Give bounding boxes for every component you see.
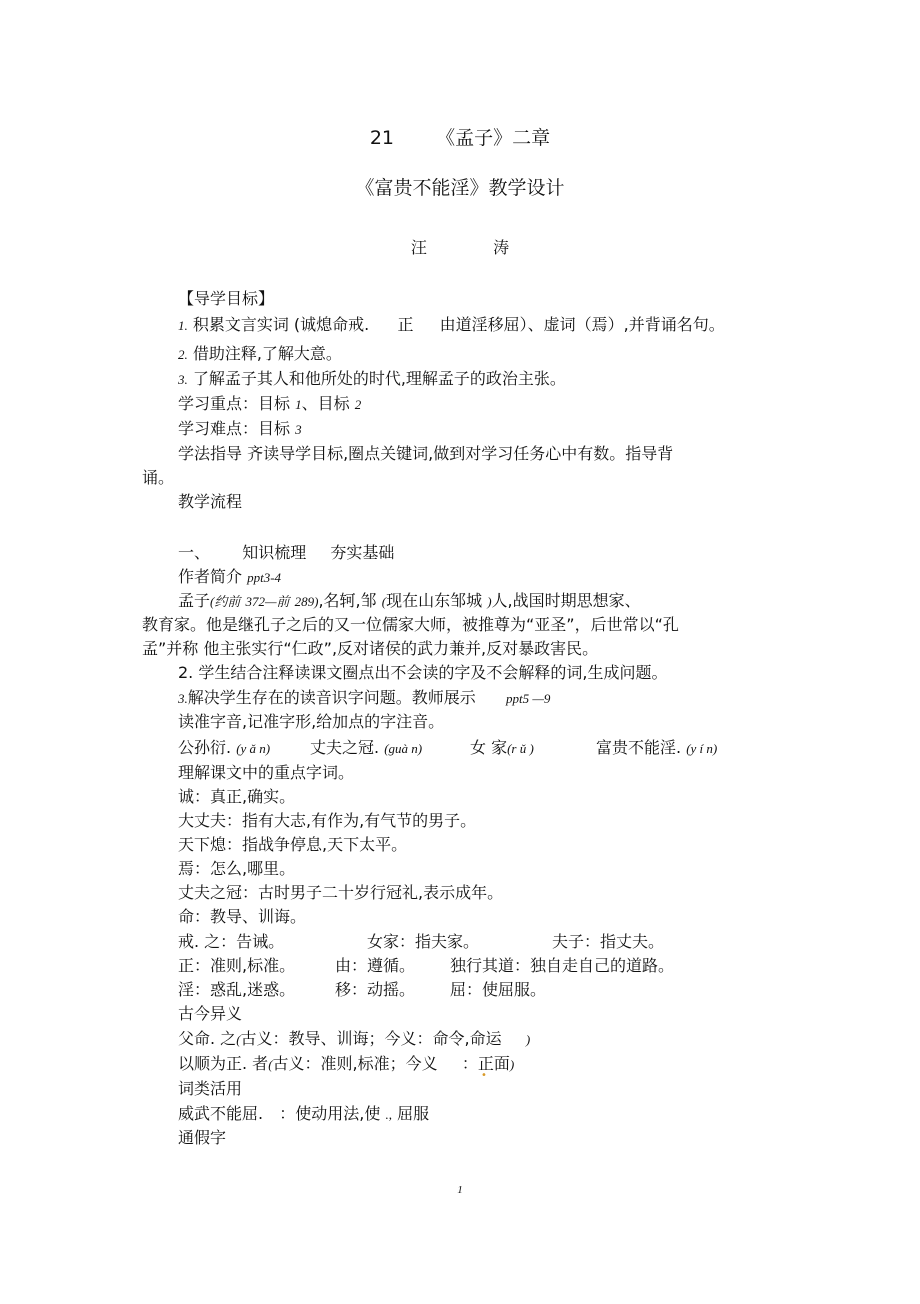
vocab-row-1-c: 夫子：指丈夫。 — [552, 932, 665, 951]
lesson-subtitle: 《富贵不能淫》教学设计 — [355, 177, 565, 199]
objective-1-text-c: 由道淫移屈）、虚词（焉）,并背诵名句。 — [439, 315, 725, 334]
bio-paren2-open: ( — [381, 594, 387, 609]
objective-2-number: 2. — [178, 347, 188, 362]
learning-focus-n1: 1 — [295, 397, 302, 412]
vocab-item: 丈夫之冠：古时男子二十岁行冠礼,表示成年。 — [178, 883, 504, 902]
method-guidance-cont: 诵。 — [142, 468, 175, 487]
am1-word: 父命. 之 — [178, 1029, 237, 1048]
vocab-item: 大丈夫：指有大志,有作为,有气节的男子。 — [178, 811, 477, 830]
ancient-modern-heading: 古今异义 — [178, 1004, 243, 1023]
bio-paren2-close: ) — [487, 594, 492, 609]
objective-3 — [178, 369, 566, 390]
teaching-process: 教学流程 — [178, 492, 243, 511]
vocab-row-1-a: 戒. 之：告诫。 — [178, 932, 285, 951]
vocab-item: 诚：真正,确实。 — [178, 787, 296, 806]
am1-close: ) — [525, 1032, 531, 1047]
wc1-phrase: 威武不能屈. — [178, 1104, 264, 1123]
vocab-intro: 理解课文中的重点字词。 — [178, 763, 355, 782]
vocab-row-1-b: 女家：指夫家。 — [367, 932, 480, 951]
learning-focus — [178, 394, 361, 415]
learning-focus-label: 学习重点：目标 — [178, 394, 291, 413]
ancient-modern-1 — [178, 1029, 530, 1050]
pron-pinyin-4: (y í n) — [686, 741, 718, 756]
vocab-row-2-c: 独行其道：独自走自己的道路。 — [450, 956, 675, 975]
wc1-explanation: ：使动用法,使 — [279, 1104, 381, 1123]
bio-line-3: 孟”并称 他主张实行“仁政”,反对诸侯的武力兼并,反对暴政害民。 — [142, 639, 599, 658]
pronunciation-row — [178, 738, 270, 759]
objective-1 — [178, 315, 725, 336]
bio-line-1 — [178, 591, 641, 612]
pronunciation-item-2 — [310, 738, 422, 759]
author-intro-label: 作者简介 — [178, 567, 243, 586]
vocab-item: 命：教导、训诲。 — [178, 907, 307, 926]
objective-1-text-a: 积累文言实词 (诚熄命戒. — [192, 315, 370, 334]
pron-pinyin-2: (guà n) — [384, 741, 423, 756]
am1-open: ( — [236, 1032, 241, 1047]
step-3-ppt: ppt5 —9 — [505, 691, 551, 706]
bio-role: 人,战国时期思想家、 — [491, 591, 641, 610]
step-3-text: 解决学生存在的读音识字问题。教师展示 — [187, 688, 476, 707]
am2-open: ( — [268, 1057, 273, 1072]
word-class-heading: 词类活用 — [178, 1079, 243, 1098]
section1-heading-num: 一、 — [178, 543, 211, 562]
wc1-mark: ., — [385, 1107, 392, 1122]
step-3 — [178, 688, 550, 709]
pron-pinyin-3: (r ǔ ) — [507, 741, 534, 756]
pron-word-3: 女 家 — [470, 738, 508, 757]
ancient-modern-2 — [178, 1054, 514, 1075]
objective-2 — [178, 344, 342, 365]
am2-close: ) — [509, 1057, 515, 1072]
vocab-item: 焉：怎么,哪里。 — [178, 859, 296, 878]
chapter-number: 21 — [369, 127, 395, 149]
section1-heading — [178, 543, 394, 563]
tongjia-heading: 通假字 — [178, 1128, 227, 1147]
pron-word-1: 公孙衍. — [178, 738, 232, 757]
pronunciation-item-3 — [470, 738, 534, 759]
section1-heading-b: 知识梳理 — [242, 543, 307, 562]
bio-year-end: 289) — [294, 594, 319, 609]
objectives-heading: 【导学目标】 — [178, 289, 275, 308]
learning-focus-mid: 、目标 — [301, 394, 350, 413]
objective-2-text: 借助注释,了解大意。 — [192, 344, 342, 363]
step-3-number: 3. — [178, 691, 188, 706]
chapter-name: 《孟子》二章 — [436, 127, 551, 149]
vocab-item: 天下熄：指战争停息,天下太平。 — [178, 835, 408, 854]
author-intro-ppt: ppt3-4 — [247, 570, 282, 585]
vocab-row-3-a: 淫：惑乱,迷惑。 — [178, 980, 296, 999]
bio-name: ,名轲,邹 — [318, 591, 377, 610]
objective-1-text-b: 正 — [397, 315, 414, 334]
am2-word: 以顺为正. 者 — [178, 1054, 269, 1073]
vocab-row-3-b: 移：动摇。 — [335, 980, 416, 999]
am2-text-end: ：正面 — [461, 1054, 510, 1073]
objective-3-number: 3. — [178, 372, 188, 387]
author-last: 涛 — [493, 238, 510, 257]
learning-focus-n2: 2 — [354, 397, 362, 412]
learning-difficulty — [178, 419, 302, 440]
section1-heading-c: 夯实基础 — [330, 543, 395, 562]
author-first: 汪 — [410, 238, 427, 257]
pron-word-2: 丈夫之冠. — [310, 738, 380, 757]
vocab-row-2-a: 正：准则,标准。 — [178, 956, 296, 975]
vocab-row-2-b: 由：遵循。 — [335, 956, 416, 975]
vocab-row-3-c: 屈：使屈服。 — [450, 980, 547, 999]
bio-place: 现在山东邹城 — [386, 591, 483, 610]
author-intro — [178, 567, 281, 588]
am1-text: 古义：教导、训诲；今义：命令,命运 — [240, 1029, 502, 1048]
am2-text: 古义：准则,标准；今义 — [272, 1054, 438, 1073]
pron-word-4: 富贵不能淫. — [596, 738, 682, 757]
page-number: 1 — [457, 1184, 463, 1196]
learning-difficulty-n: 3 — [295, 422, 302, 437]
step-2: 2. 学生结合注释读课文圈点出不会读的字及不会解释的词,生成问题。 — [178, 663, 668, 682]
word-class-1 — [178, 1104, 429, 1125]
author-name — [0, 238, 920, 258]
bio-year-start: 372—前 — [245, 594, 290, 609]
objective-3-text: 了解孟子其人和他所处的时代,理解孟子的政治主张。 — [192, 369, 566, 388]
pron-pinyin-1: (y ǎ n) — [236, 741, 271, 756]
method-guidance: 学法指导 齐读导学目标,圈点关键词,做到对学习任务心中有数。指导背 — [178, 444, 674, 463]
learning-difficulty-label: 学习难点：目标 — [178, 419, 291, 438]
bio-mencius: 孟子 — [178, 591, 211, 610]
pronunciation-item-4 — [596, 738, 717, 759]
wc1-result: 屈服 — [397, 1104, 430, 1123]
bio-line-2: 教育家。他是继孔子之后的又一位儒家大师，被推尊为“亚圣”，后世常以“孔 — [142, 615, 679, 634]
emphasis-dot-icon: • — [481, 1070, 487, 1081]
pronunciation-intro: 读准字音,记准字形,给加点的字注音。 — [178, 712, 445, 731]
bio-paren-open: (约前 — [210, 594, 241, 609]
chapter-title — [0, 128, 920, 148]
objective-1-number: 1. — [178, 318, 188, 333]
